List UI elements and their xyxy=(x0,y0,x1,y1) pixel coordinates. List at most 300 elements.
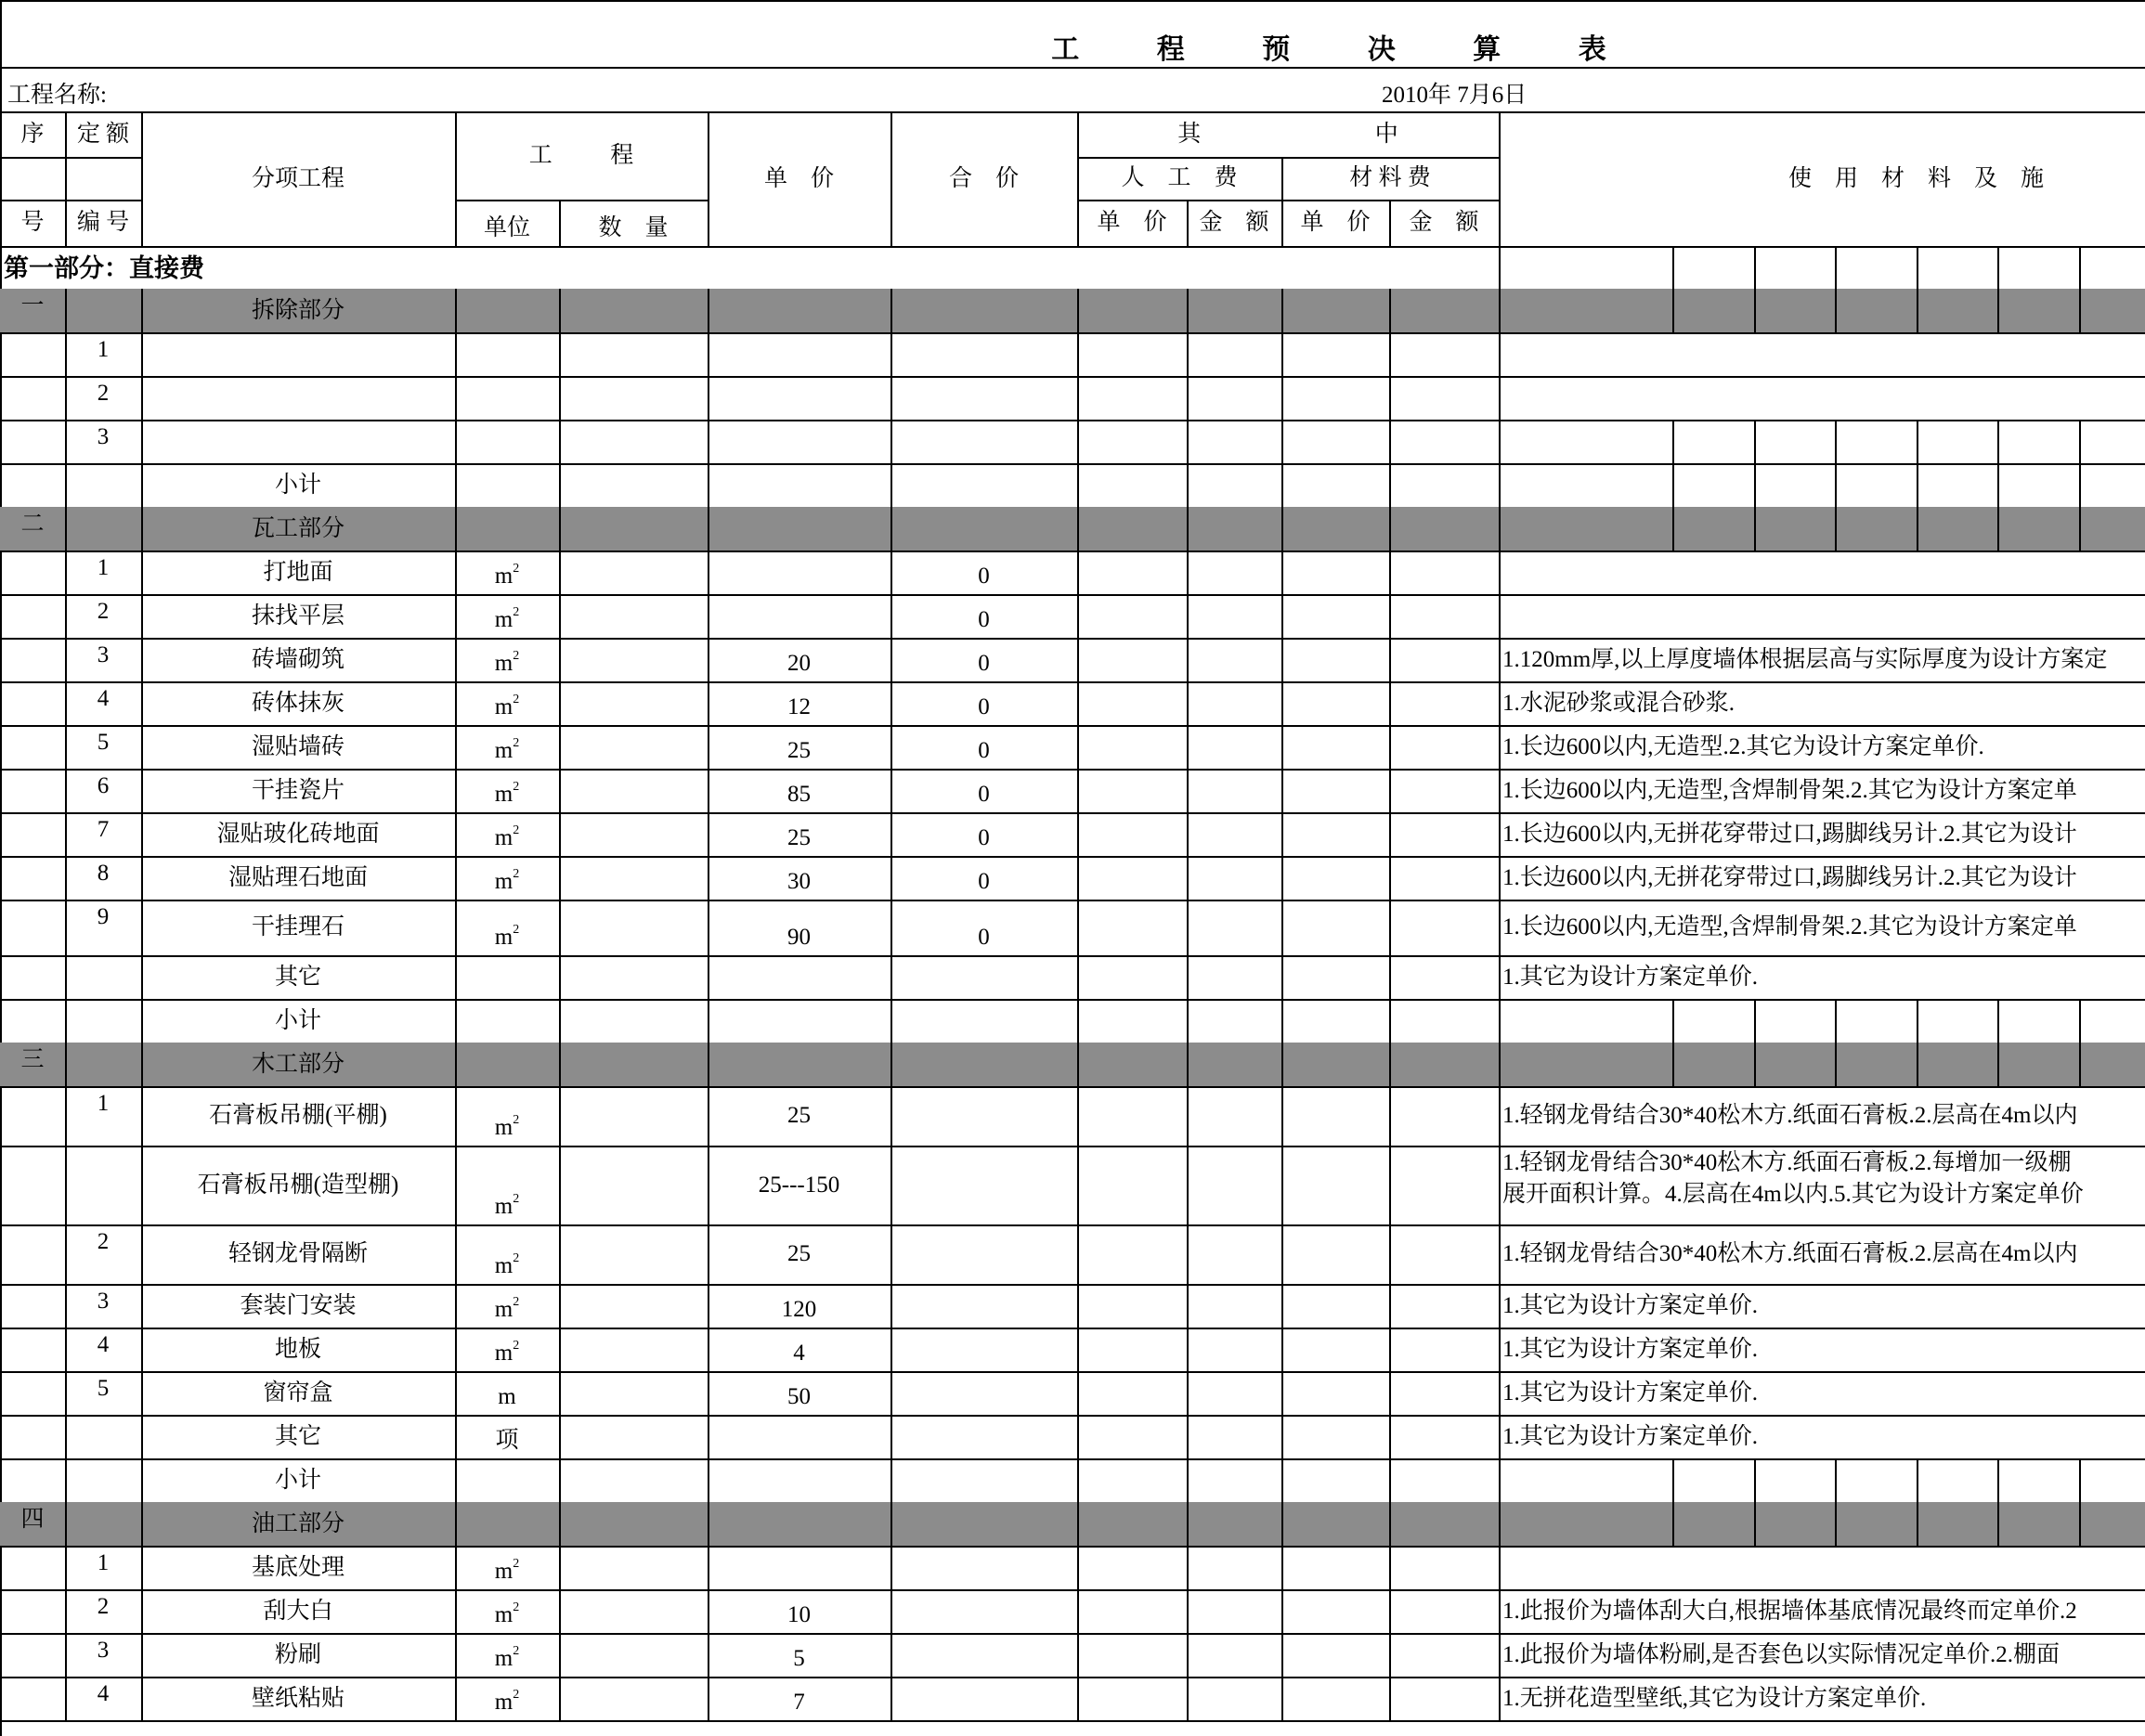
item-name: 套装门安装 xyxy=(240,1292,357,1318)
grid-line xyxy=(1389,1146,1391,1224)
grid-line xyxy=(1187,1633,1189,1677)
total-price-value xyxy=(890,965,1077,999)
grid-line xyxy=(1077,1371,1079,1415)
grid-line xyxy=(455,638,457,681)
grid-line xyxy=(1499,856,1501,900)
grid-line xyxy=(0,1458,2145,1460)
grid-line xyxy=(0,1633,2145,1635)
grid-line xyxy=(1997,1502,1999,1546)
grid-line xyxy=(65,769,67,812)
grid-line xyxy=(708,463,709,507)
item-name xyxy=(141,382,455,416)
grid-line xyxy=(1077,289,1079,332)
grid-line xyxy=(141,1458,143,1502)
unit-cell xyxy=(455,1556,559,1589)
unit-superscript: 2 xyxy=(513,1339,520,1353)
header-seq: 序 xyxy=(20,122,45,147)
unit-text: m xyxy=(494,1115,514,1140)
grid-line xyxy=(141,856,143,900)
grid-line xyxy=(890,1633,892,1677)
grid-line xyxy=(1389,812,1391,856)
grid-line xyxy=(559,1086,561,1146)
unit-superscript: 2 xyxy=(513,693,520,706)
grid-line xyxy=(1077,157,1499,159)
unit-cell xyxy=(455,1643,559,1677)
grid-line xyxy=(0,1371,2145,1373)
remark-text: 1.其它为设计方案定单价. xyxy=(1502,1292,1759,1318)
grid-line xyxy=(455,1284,457,1328)
total-price-value xyxy=(890,1687,1077,1720)
grid-line xyxy=(1281,900,1283,955)
grid-line xyxy=(1389,638,1391,681)
grid-line xyxy=(141,681,143,725)
item-number: 3 xyxy=(97,1289,110,1314)
grid-line xyxy=(1754,246,1756,289)
grid-line xyxy=(455,812,457,856)
grid-line xyxy=(1499,376,1501,420)
grid-line xyxy=(1077,769,1079,812)
unit-text: 项 xyxy=(495,1428,519,1453)
remark-text: 1.长边600以内,无拼花穿带过口,踢脚线另计.2.其它为设计 xyxy=(1502,821,2077,847)
grid-line xyxy=(708,376,709,420)
grid-line xyxy=(141,769,143,812)
grid-line xyxy=(708,999,709,1043)
grid-line xyxy=(0,0,2145,2)
grid-line xyxy=(559,376,561,420)
grid-line xyxy=(0,955,2145,957)
grid-line xyxy=(1187,551,1189,594)
grid-line xyxy=(1077,1328,1079,1371)
section-seq: 二 xyxy=(20,512,45,537)
grid-line xyxy=(1077,856,1079,900)
grid-line xyxy=(0,856,2145,858)
grid-line xyxy=(1281,681,1283,725)
grid-line xyxy=(1077,376,1079,420)
remark-text: 1.其它为设计方案定单价. xyxy=(1502,1336,1759,1362)
grid-line xyxy=(1499,725,1501,769)
unit-superscript: 2 xyxy=(513,1600,520,1614)
item-number: 6 xyxy=(97,773,110,798)
grid-line xyxy=(1187,507,1189,551)
grid-line xyxy=(1077,463,1079,507)
grid-line xyxy=(1499,999,1501,1043)
grid-line xyxy=(65,289,67,332)
grid-line xyxy=(1389,332,1391,376)
item-number: 5 xyxy=(97,730,110,755)
unit-price-value xyxy=(708,965,890,999)
grid-line xyxy=(890,999,892,1043)
grid-line xyxy=(1997,289,1999,332)
grid-line xyxy=(1499,1502,1501,1546)
grid-line xyxy=(1281,1328,1283,1371)
grid-line xyxy=(890,955,892,999)
grid-line xyxy=(890,1546,892,1589)
remark-text: 1.轻钢龙骨结合30*40松木方.纸面石膏板.2.层高在4m以内 xyxy=(1502,1103,2078,1128)
grid-line xyxy=(1389,1677,1391,1720)
grid-line xyxy=(1389,769,1391,812)
header-unit-price: 单 价 xyxy=(763,166,834,191)
unit-cell xyxy=(455,1687,559,1720)
grid-line xyxy=(1077,812,1079,856)
unit-superscript: 2 xyxy=(513,923,520,937)
date-label: 2010年 7月6日 xyxy=(1382,83,1528,108)
item-number: 1 xyxy=(97,337,110,362)
grid-line xyxy=(890,1328,892,1371)
grid-line xyxy=(455,551,457,594)
unit-cell xyxy=(455,343,559,376)
grid-line xyxy=(65,507,67,551)
grid-line xyxy=(1754,289,1756,332)
grid-line xyxy=(455,769,457,812)
grid-line xyxy=(1672,999,1674,1043)
grid-line xyxy=(559,1043,561,1086)
grid-line xyxy=(1389,1043,1391,1086)
grid-line xyxy=(1754,507,1756,551)
grid-line xyxy=(1281,1043,1283,1086)
remark-text: 1.此报价为墙体刮大白,根据墙体基底情况最终而定单价.2 xyxy=(1502,1598,2077,1624)
unit-text: m xyxy=(494,694,514,719)
grid-line xyxy=(708,681,709,725)
grid-line xyxy=(455,900,457,955)
grid-line xyxy=(1281,1415,1283,1458)
grid-line xyxy=(141,1224,143,1284)
grid-line xyxy=(708,507,709,551)
grid-line xyxy=(65,1224,67,1284)
unit-superscript: 2 xyxy=(513,1295,520,1309)
grid-line xyxy=(2079,1458,2081,1502)
grid-line xyxy=(65,1458,67,1502)
grid-line xyxy=(1499,1589,1501,1633)
grid-line xyxy=(65,955,67,999)
grid-line xyxy=(455,955,457,999)
grid-line xyxy=(1187,420,1189,463)
header-seq: 号 xyxy=(20,210,45,235)
grid-line xyxy=(1187,638,1189,681)
grid-line xyxy=(1835,1458,1837,1502)
item-number: 2 xyxy=(97,1229,110,1254)
grid-line xyxy=(559,955,561,999)
grid-line xyxy=(65,1086,67,1146)
grid-line xyxy=(1077,1677,1079,1720)
grid-line xyxy=(0,1284,2145,1286)
grid-line xyxy=(455,1043,457,1086)
grid-line xyxy=(1835,246,1837,289)
grid-line xyxy=(1997,507,1999,551)
unit-text: m xyxy=(494,869,514,894)
grid-line xyxy=(455,289,457,332)
grid-line xyxy=(65,157,141,159)
grid-line xyxy=(65,420,67,463)
unit-text: m xyxy=(494,782,514,807)
remark-text: 1.其它为设计方案定单价. xyxy=(1502,964,1759,990)
grid-line xyxy=(141,289,143,332)
grid-line xyxy=(1187,1086,1189,1146)
grid-line xyxy=(1077,638,1079,681)
grid-line xyxy=(1281,1589,1283,1633)
item-name: 粉刷 xyxy=(274,1641,321,1667)
grid-line xyxy=(559,289,561,332)
item-number: 1 xyxy=(97,1550,110,1575)
grid-line xyxy=(1389,463,1391,507)
grid-line xyxy=(1077,1589,1079,1633)
grid-line xyxy=(1077,1458,1079,1502)
grid-line xyxy=(1187,1328,1189,1371)
grid-line xyxy=(0,246,2145,248)
grid-line xyxy=(1281,955,1283,999)
grid-line xyxy=(455,1633,457,1677)
grid-line xyxy=(1499,1546,1501,1589)
item-number xyxy=(65,1147,141,1181)
grid-line xyxy=(141,638,143,681)
grid-line xyxy=(1281,1633,1283,1677)
item-number: 3 xyxy=(97,1638,110,1663)
grid-line xyxy=(559,681,561,725)
grid-line xyxy=(890,1086,892,1146)
grid-line xyxy=(1077,1284,1079,1328)
grid-line xyxy=(2079,246,2081,289)
item-name xyxy=(141,426,455,460)
grid-line xyxy=(65,551,67,594)
grid-line xyxy=(0,812,2145,814)
grid-line xyxy=(890,856,892,900)
unit-cell xyxy=(455,823,559,856)
grid-line xyxy=(65,1328,67,1371)
grid-line xyxy=(1077,1415,1079,1458)
grid-line xyxy=(1077,1546,1079,1589)
total-price-value: 0 xyxy=(978,825,990,850)
grid-line xyxy=(1077,999,1079,1043)
grid-line xyxy=(1389,1371,1391,1415)
grid-line xyxy=(1281,725,1283,769)
remark-text xyxy=(1499,426,2145,460)
unit-superscript: 2 xyxy=(513,1688,520,1702)
grid-line xyxy=(455,856,457,900)
remark-text: 1.无拼花造型壁纸,其它为设计方案定单价. xyxy=(1502,1685,1927,1711)
unit-price-value: 90 xyxy=(787,925,811,950)
grid-line xyxy=(1499,900,1501,955)
grid-line xyxy=(1187,1458,1189,1502)
unit-text: m xyxy=(494,1602,514,1627)
unit-cell xyxy=(455,1191,559,1224)
unit-price-value: 25 xyxy=(787,825,811,850)
grid-line xyxy=(708,551,709,594)
grid-line xyxy=(1077,332,1079,376)
grid-line xyxy=(1187,999,1189,1043)
grid-line xyxy=(1835,463,1837,507)
grid-line xyxy=(1389,955,1391,999)
grid-line xyxy=(1499,1328,1501,1371)
unit-price-value: 120 xyxy=(781,1297,817,1322)
grid-line xyxy=(1281,1284,1283,1328)
unit-superscript: 2 xyxy=(513,1192,520,1206)
grid-line xyxy=(1077,1043,1079,1086)
grid-line xyxy=(1187,289,1189,332)
grid-line xyxy=(455,681,457,725)
header-material-price: 单 价 xyxy=(1300,210,1371,235)
grid-line xyxy=(1187,812,1189,856)
grid-line xyxy=(1499,1458,1501,1502)
grid-line xyxy=(455,1415,457,1458)
grid-line xyxy=(890,1284,892,1328)
grid-line xyxy=(455,463,457,507)
grid-line xyxy=(1281,1224,1283,1284)
item-number xyxy=(65,1417,141,1450)
item-name: 打地面 xyxy=(263,559,333,585)
grid-line xyxy=(1077,594,1079,638)
grid-line xyxy=(1077,900,1079,955)
grid-line xyxy=(141,1146,143,1224)
grid-line xyxy=(890,1502,892,1546)
remark-text xyxy=(1499,557,2145,590)
grid-line xyxy=(1077,1224,1079,1284)
grid-line xyxy=(1389,999,1391,1043)
unit-cell xyxy=(455,1294,559,1328)
grid-line xyxy=(141,1043,143,1086)
grid-line xyxy=(1997,420,1999,463)
grid-line xyxy=(1389,289,1391,332)
grid-line xyxy=(141,1546,143,1589)
grid-line xyxy=(141,594,143,638)
unit-superscript: 2 xyxy=(513,780,520,794)
grid-line xyxy=(1499,955,1501,999)
header-total-price: 合 价 xyxy=(948,166,1019,191)
grid-line xyxy=(1281,420,1283,463)
grid-line xyxy=(65,200,141,201)
grid-line xyxy=(1389,1284,1391,1328)
unit-cell xyxy=(455,386,559,420)
grid-line xyxy=(0,376,2145,378)
total-price-value xyxy=(890,1556,1077,1589)
grid-line xyxy=(455,420,457,463)
unit-superscript: 2 xyxy=(513,605,520,619)
item-number: 1 xyxy=(97,555,110,580)
header-quota: 编 号 xyxy=(76,210,130,235)
item-name: 其它 xyxy=(274,964,321,990)
grid-line xyxy=(1389,725,1391,769)
grid-line xyxy=(559,1415,561,1458)
item-number xyxy=(65,1460,141,1494)
grid-line xyxy=(141,1284,143,1328)
total-price-value xyxy=(890,1338,1077,1371)
grid-line xyxy=(890,594,892,638)
grid-line xyxy=(1499,507,1501,551)
grid-line xyxy=(559,1677,561,1720)
grid-line xyxy=(1187,332,1189,376)
grid-line xyxy=(890,681,892,725)
total-price-value: 0 xyxy=(978,564,990,589)
grid-line xyxy=(559,507,561,551)
unit-price-value xyxy=(708,604,890,638)
grid-line xyxy=(0,1589,2145,1591)
unit-cell xyxy=(455,922,559,955)
grid-line xyxy=(455,376,457,420)
grid-line xyxy=(1187,1677,1189,1720)
grid-line xyxy=(1281,638,1283,681)
grid-line xyxy=(1917,1458,1918,1502)
total-price-value xyxy=(890,1191,1077,1224)
unit-text: m xyxy=(494,1559,514,1584)
grid-line xyxy=(65,463,67,507)
header-quota: 定 额 xyxy=(76,122,130,147)
grid-line xyxy=(1187,955,1189,999)
unit-superscript: 2 xyxy=(513,1251,520,1265)
grid-line xyxy=(455,1502,457,1546)
grid-line xyxy=(2079,999,2081,1043)
grid-line xyxy=(559,1633,561,1677)
unit-text: m xyxy=(498,1384,516,1409)
grid-line xyxy=(1281,507,1283,551)
total-price-value xyxy=(890,1643,1077,1677)
grid-line xyxy=(65,1043,67,1086)
grid-line xyxy=(708,725,709,769)
unit-cell xyxy=(455,1112,559,1146)
grid-line xyxy=(1499,638,1501,681)
grid-line xyxy=(1754,463,1756,507)
grid-line xyxy=(1754,999,1756,1043)
grid-line xyxy=(1835,507,1837,551)
grid-line xyxy=(1835,1043,1837,1086)
grid-line xyxy=(559,1328,561,1371)
item-name: 湿贴理石地面 xyxy=(228,864,368,890)
grid-line xyxy=(1389,1328,1391,1371)
grid-line xyxy=(0,1415,2145,1417)
unit-price-value xyxy=(708,561,890,594)
grid-line xyxy=(0,463,2145,465)
grid-line xyxy=(1917,1043,1918,1086)
grid-line xyxy=(890,1589,892,1633)
item-name: 干挂理石 xyxy=(251,914,344,939)
unit-superscript: 2 xyxy=(513,1113,520,1127)
grid-line xyxy=(455,1589,457,1633)
grid-line xyxy=(1672,507,1674,551)
unit-text: m xyxy=(494,1194,514,1219)
grid-line xyxy=(1187,376,1189,420)
header-remarks: 使 用 材 料 及 施 xyxy=(1788,166,2045,191)
grid-line xyxy=(708,955,709,999)
grid-line xyxy=(1499,463,1501,507)
grid-line xyxy=(559,1146,561,1224)
grid-line xyxy=(65,856,67,900)
grid-line xyxy=(1389,1546,1391,1589)
grid-line xyxy=(141,812,143,856)
grid-line xyxy=(708,812,709,856)
header-material: 材 料 费 xyxy=(1349,165,1431,190)
grid-line xyxy=(1499,1043,1501,1086)
grid-line xyxy=(559,999,561,1043)
total-price-value xyxy=(890,1112,1077,1146)
unit-cell xyxy=(455,1338,559,1371)
grid-line xyxy=(1997,246,1999,289)
grid-line xyxy=(1281,1086,1283,1146)
grid-line xyxy=(1187,1043,1189,1086)
grid-line xyxy=(1281,1677,1283,1720)
grid-line xyxy=(455,725,457,769)
grid-line xyxy=(1077,507,1079,551)
grid-line xyxy=(1281,999,1283,1043)
item-number: 8 xyxy=(97,861,110,886)
grid-line xyxy=(708,1328,709,1371)
grid-line xyxy=(455,594,457,638)
grid-line xyxy=(890,551,892,594)
grid-line xyxy=(708,420,709,463)
item-number: 2 xyxy=(97,381,110,406)
remark-text: 1.120mm厚,以上厚度墙体根据层高与实际厚度为设计方案定 xyxy=(1502,646,2108,672)
grid-line xyxy=(890,900,892,955)
grid-line xyxy=(1499,551,1501,594)
subtotal-label: 小计 xyxy=(274,472,321,498)
grid-line xyxy=(455,1224,457,1284)
item-name: 干挂瓷片 xyxy=(251,777,344,803)
